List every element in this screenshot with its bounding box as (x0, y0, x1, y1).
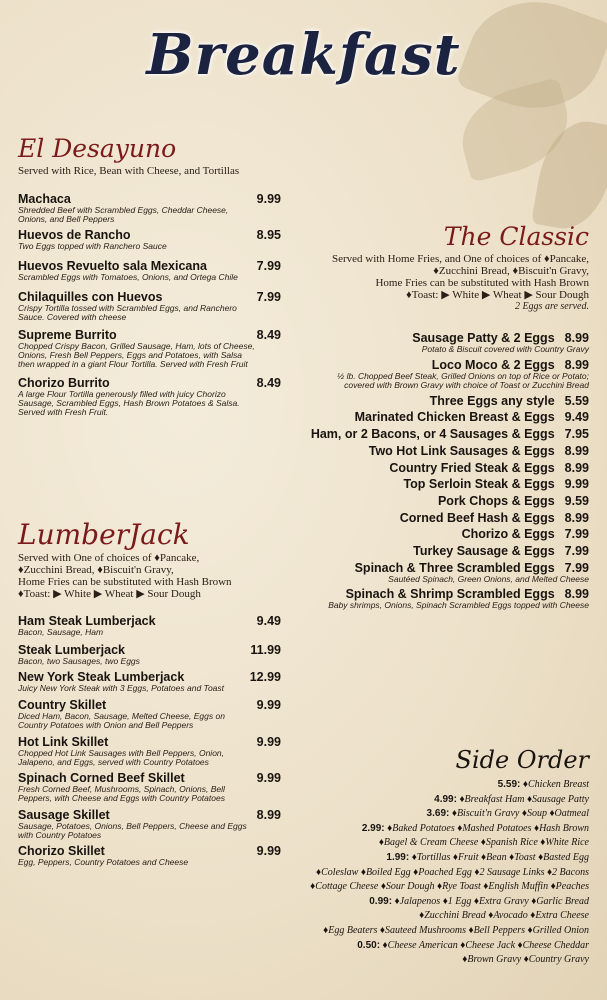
item-name: Pork Chops & Eggs (437, 494, 555, 508)
menu-item (18, 376, 281, 417)
item-price: 8.49 (256, 328, 281, 342)
menu-item (299, 394, 589, 408)
item-description: A large Flour Tortilla generously filled with juicy Chorizo Sausage, Scrambled Eggs, Hash Brown Potatoes & Salsa. Served with Fresh Fruit. (18, 389, 240, 417)
side-order-line (310, 822, 589, 837)
side-price: 3.69: (426, 808, 450, 820)
menu-item (18, 328, 281, 369)
menu-item (18, 614, 281, 637)
item-price: 7.99 (564, 544, 589, 558)
item-price: 7.99 (256, 290, 281, 304)
side-items: ♦Tortillas ♦Fruit ♦Bean ♦Toast ♦Basted Egg (409, 851, 589, 863)
item-name: Chorizo Burrito (18, 376, 110, 390)
side-order-line (310, 895, 589, 910)
side-order-line (310, 880, 589, 895)
item-name: Huevos Revuelto sala Mexicana (18, 259, 207, 273)
menu-item (299, 494, 589, 508)
side-price: 5.59: (497, 779, 521, 790)
item-description: Sausage, Potatoes, Onions, Bell Peppers, Cheese and Eggs with Country Potatoes (18, 821, 247, 840)
side-order-line (310, 793, 589, 808)
item-name: Huevos de Rancho (18, 228, 131, 242)
menu-item (18, 771, 281, 803)
item-price: 9.49 (256, 614, 281, 628)
menu-item (18, 228, 281, 251)
menu-item (299, 527, 589, 541)
item-name: Ham, or 2 Bacons, or 4 Sausages & Eggs (310, 427, 555, 441)
item-name: Turkey Sausage & Eggs (413, 544, 555, 558)
classic-subtitle: Served with Home Fries, and One of choices of ♦Pancake, ♦Zucchini Bread, ♦Biscuit'n Gravy, Home Fries can be substituted with Hash Brown ♦Toast: ▶ White ▶ Wheat ▶ Sour Dough 2 Eggs are served. (331, 253, 589, 312)
item-description: Chopped Crispy Bacon, Grilled Sausage, Ham, lots of Cheese, Onions, Fresh Bell Peppers, Eggs and Potatoes, with Salsa then wrapped in a giant Flour Tortilla. Served with Fresh Fruit (18, 341, 255, 369)
side-order-list (310, 778, 589, 968)
item-name: Two Hot Link Sausages & Eggs (368, 444, 555, 458)
item-name: Ham Steak Lumberjack (18, 614, 156, 628)
side-order-line (310, 866, 589, 881)
side-price: 0.50: (357, 939, 381, 951)
item-description: Diced Ham, Bacon, Sausage, Melted Cheese, Eggs on Country Potatoes with Onion and Bell Peppers (18, 711, 225, 730)
item-price: 8.99 (564, 587, 589, 601)
menu-item (299, 561, 589, 584)
item-description: Crispy Tortilla tossed with Scrambled Eggs, and Ranchero Sauce. Covered with cheese (18, 303, 237, 322)
side-items: ♦Bagel & Cream Cheese ♦Spanish Rice ♦White Rice (378, 837, 589, 849)
item-price: 9.99 (256, 844, 281, 858)
menu-item (18, 192, 281, 224)
side-items: ♦Brown Gravy ♦Country Gravy (462, 954, 589, 966)
side-price: 2.99: (361, 822, 385, 834)
side-price: 4.99: (434, 793, 457, 805)
item-price: 9.99 (256, 735, 281, 749)
item-description: Bacon, two Sausages, two Eggs (18, 656, 140, 666)
item-price: 8.99 (564, 511, 589, 525)
item-price: 8.99 (564, 358, 589, 372)
side-items: ♦Cheese American ♦Cheese Jack ♦Cheese Cheddar (380, 939, 589, 951)
item-name: Top Serloin Steak & Eggs (403, 477, 555, 491)
item-price: 9.59 (564, 494, 589, 508)
menu-item (299, 444, 589, 458)
item-price: 9.99 (256, 192, 281, 206)
side-order-line (310, 778, 589, 793)
desayuno-subtitle: Served with Rice, Bean with Cheese, and Tortillas (18, 165, 240, 177)
item-price: 8.99 (564, 461, 589, 475)
menu-item (299, 461, 589, 475)
page-title: Breakfast (146, 22, 461, 88)
item-description: Chopped Hot Link Sausages with Bell Peppers, Onion, Jalapeno, and Eggs, served with Country Potatoes (18, 748, 225, 767)
item-name: Loco Moco & 2 Eggs (431, 358, 555, 372)
menu-item (18, 670, 281, 693)
item-name: Chorizo & Eggs (461, 527, 555, 541)
item-name: Spinach & Shrimp Scrambled Eggs (345, 587, 555, 601)
item-name: Corned Beef Hash & Eggs (399, 511, 555, 525)
item-name: Country Fried Steak & Eggs (389, 461, 555, 475)
item-price: 7.95 (564, 427, 589, 441)
item-description: Juicy New York Steak with 3 Eggs, Potatoes and Toast (18, 683, 225, 693)
menu-item (299, 477, 589, 491)
side-price: 1.99: (386, 851, 410, 863)
item-description: Bacon, Sausage, Ham (18, 627, 104, 637)
item-description: Baby shrimps, Onions, Spinach Scrambled Eggs topped with Cheese (328, 600, 589, 610)
item-description: Potato & Biscuit covered with Country Gravy (421, 344, 589, 354)
item-description: Shredded Beef with Scrambled Eggs, Cheddar Cheese, Onions, and Bell Peppers (18, 205, 229, 224)
item-name: Steak Lumberjack (18, 643, 125, 657)
menu-item (18, 290, 281, 322)
item-price: 8.49 (256, 376, 281, 390)
item-price: 11.99 (250, 643, 281, 657)
item-description: ½ lb. Chopped Beef Steak, Grilled Onions on top of Rice or Potato; covered with Brown Gravy with choice of Toast or Zucchini Bread (337, 371, 589, 390)
item-name: New York Steak Lumberjack (18, 670, 185, 684)
menu-item (299, 587, 589, 610)
item-name: Chilaquilles con Huevos (18, 290, 163, 304)
menu-item (18, 259, 281, 282)
menu-item (299, 358, 589, 390)
item-price: 9.49 (564, 410, 589, 424)
item-name: Machaca (18, 192, 71, 206)
side-items: ♦Breakfast Ham ♦Sausage Patty (456, 793, 589, 805)
menu-item (299, 511, 589, 525)
item-name: Spinach & Three Scrambled Eggs (354, 561, 555, 575)
item-price: 7.99 (564, 527, 589, 541)
lumberjack-title: LumberJack (18, 518, 190, 551)
item-description: Sautéed Spinach, Green Onions, and Melted Cheese (388, 574, 589, 584)
item-name: Marinated Chicken Breast & Eggs (354, 410, 555, 424)
menu-item (18, 698, 281, 730)
side-items: ♦Baked Potatoes ♦Mashed Potatoes ♦Hash Brown (384, 822, 589, 834)
item-price: 9.99 (256, 771, 281, 785)
item-description: Egg, Peppers, Country Potatoes and Cheese (18, 857, 189, 867)
side-order-line (310, 924, 589, 939)
item-description: Scrambled Eggs with Tomatoes, Onions, and Ortega Chile (18, 272, 238, 282)
item-name: Three Eggs any style (429, 394, 555, 408)
item-price: 5.59 (564, 394, 589, 408)
side-order-line (310, 953, 589, 968)
menu-item (18, 844, 281, 867)
side-price: 0.99: (369, 895, 393, 907)
side-order-line (310, 851, 589, 866)
item-price: 8.99 (564, 331, 589, 345)
side-order-title: Side Order (455, 746, 589, 774)
lumberjack-subtitle: Served with One of choices of ♦Pancake, ♦Zucchini Bread, ♦Biscuit'n Gravy, Home Fries can be substituted with Hash Brown ♦Toast: ▶ White ▶ Wheat ▶ Sour Dough (18, 552, 232, 600)
side-items: ♦Jalapenos ♦1 Egg ♦Extra Gravy ♦Garlic Bread (392, 895, 589, 907)
item-price: 9.99 (256, 698, 281, 712)
item-price: 7.99 (256, 259, 281, 273)
side-items: ♦Coleslaw ♦Boiled Egg ♦Poached Egg ♦2 Sausage Links ♦2 Bacons (316, 866, 589, 878)
item-description: Two Eggs topped with Ranchero Sauce (18, 241, 167, 251)
item-name: Country Skillet (18, 698, 107, 712)
item-price: 7.99 (564, 561, 589, 575)
item-name: Sausage Patty & 2 Eggs (412, 331, 555, 345)
item-price: 8.99 (564, 444, 589, 458)
menu-item (299, 410, 589, 424)
menu-item (299, 544, 589, 558)
side-items: ♦Zucchini Bread ♦Avocado ♦Extra Cheese (419, 910, 589, 922)
item-price: 9.99 (564, 477, 589, 491)
side-order-line (310, 909, 589, 924)
item-name: Spinach Corned Beef Skillet (18, 771, 185, 785)
item-name: Chorizo Skillet (18, 844, 105, 858)
side-items: ♦Chicken Breast (520, 779, 589, 790)
side-order-line (310, 836, 589, 851)
desayuno-title: El Desayuno (18, 134, 177, 163)
side-items: ♦Biscuit'n Gravy ♦Soup ♦Oatmeal (449, 808, 589, 820)
item-price: 8.99 (256, 808, 281, 822)
menu-item (18, 808, 281, 840)
side-items: ♦Egg Beaters ♦Sauteed Mushrooms ♦Bell Peppers ♦Grilled Onion (323, 924, 589, 936)
item-price: 12.99 (249, 670, 281, 684)
item-description: Fresh Corned Beef, Mushrooms, Spinach, Onions, Bell Peppers, with Cheese and Eggs with Country Potatoes (18, 784, 225, 803)
item-name: Hot Link Skillet (18, 735, 109, 749)
classic-title: The Classic (443, 222, 589, 251)
item-price: 8.95 (256, 228, 281, 242)
side-order-line (310, 807, 589, 822)
menu-item (18, 735, 281, 767)
item-name: Supreme Burrito (18, 328, 117, 342)
menu-item (299, 427, 589, 441)
item-name: Sausage Skillet (18, 808, 110, 822)
menu-item (18, 643, 281, 666)
side-order-line (310, 939, 589, 954)
menu-item (299, 331, 589, 354)
side-items: ♦Cottage Cheese ♦Sour Dough ♦Rye Toast ♦English Muffin ♦Peaches (310, 881, 589, 893)
